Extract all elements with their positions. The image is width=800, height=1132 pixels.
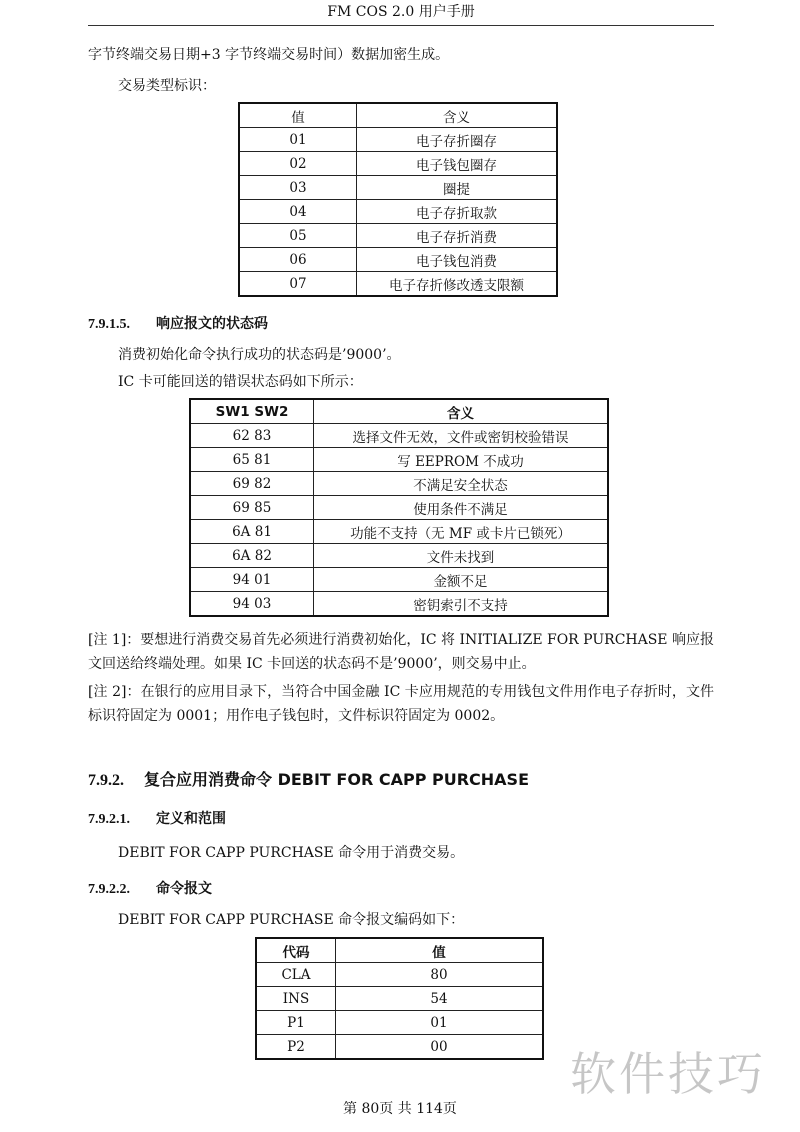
table-row <box>190 592 608 617</box>
cell-code: CLA <box>256 963 336 987</box>
intro-line: 字节终端交易日期+3 字节终端交易时间）数据加密生成。 <box>88 47 450 63</box>
cell-value: 07 <box>239 272 357 297</box>
table-header-row <box>239 103 557 128</box>
section-heading-792 <box>88 767 529 790</box>
cell-sw: 69 85 <box>190 496 314 520</box>
section-title: 命令报文 <box>156 881 212 897</box>
section-title: 复合应用消费命令 DEBIT FOR CAPP PURCHASE <box>144 770 529 789</box>
section-heading-7915 <box>88 313 268 333</box>
cell-value: 06 <box>239 248 357 272</box>
cell-value: 01 <box>239 128 357 152</box>
table-row <box>190 424 608 448</box>
cell-sw: 69 82 <box>190 472 314 496</box>
table-row <box>190 496 608 520</box>
table-row <box>190 520 608 544</box>
status-code-table <box>189 398 609 617</box>
cell-value: 01 <box>336 1011 544 1035</box>
table-row <box>239 176 557 200</box>
page-header <box>88 0 714 26</box>
command-text: DEBIT FOR CAPP PURCHASE 命令报文编码如下： <box>118 912 465 928</box>
col-header-meaning: 含义 <box>314 399 609 424</box>
cell-sw: 62 83 <box>190 424 314 448</box>
cell-sw: 6A 81 <box>190 520 314 544</box>
cell-meaning: 文件未找到 <box>314 544 609 568</box>
table-row <box>190 568 608 592</box>
table-header-row <box>256 938 543 963</box>
cell-value: 00 <box>336 1035 544 1060</box>
cell-code: P2 <box>256 1035 336 1060</box>
cell-sw: 94 03 <box>190 592 314 617</box>
table-row <box>239 248 557 272</box>
table-row <box>239 224 557 248</box>
cell-value: 80 <box>336 963 544 987</box>
table-row <box>190 448 608 472</box>
table-row <box>239 272 557 297</box>
section-number: 7.9.1.5. <box>88 317 130 332</box>
watermark-text: 软件技巧 <box>570 1047 766 1101</box>
section-heading-7922 <box>88 878 212 898</box>
cell-code: INS <box>256 987 336 1011</box>
header-title: FM COS 2.0 用户手册 <box>327 4 475 20</box>
table-row <box>190 472 608 496</box>
note-2: [注 2]：在银行的应用目录下，当符合中国金融 IC 卡应用规范的专用钱包文件用作电子存折时，文件标识符固定为 0001；用作电子钱包时，文件标识符固定为 0002。 <box>88 684 714 724</box>
cell-sw: 94 01 <box>190 568 314 592</box>
cell-meaning: 电子钱包圈存 <box>357 152 558 176</box>
cell-meaning: 金额不足 <box>314 568 609 592</box>
cell-sw: 65 81 <box>190 448 314 472</box>
table-row <box>256 1011 543 1035</box>
col-header-value: 值 <box>336 938 544 963</box>
table-row <box>256 1035 543 1060</box>
definition-text: DEBIT FOR CAPP PURCHASE 命令用于消费交易。 <box>118 845 465 861</box>
cell-code: P1 <box>256 1011 336 1035</box>
section-title: 响应报文的状态码 <box>156 316 268 332</box>
cell-meaning: 电子存折取款 <box>357 200 558 224</box>
page-footer: 第 80页 共 114页 <box>343 1101 457 1117</box>
cell-value: 02 <box>239 152 357 176</box>
section-number: 7.9.2.2. <box>88 882 130 897</box>
cell-meaning: 使用条件不满足 <box>314 496 609 520</box>
col-header-code: 代码 <box>256 938 336 963</box>
tx-type-table <box>238 102 558 297</box>
cell-meaning: 写 EEPROM 不成功 <box>314 448 609 472</box>
section-number: 7.9.2.1. <box>88 812 130 827</box>
success-status-text: 消费初始化命令执行成功的状态码是’9000’。 <box>118 347 401 363</box>
cell-meaning: 密钥索引不支持 <box>314 592 609 617</box>
table-row <box>239 200 557 224</box>
table-row <box>239 128 557 152</box>
cell-meaning: 电子钱包消费 <box>357 248 558 272</box>
tx-type-label: 交易类型标识： <box>118 78 216 94</box>
cell-meaning: 电子存折修改透支限额 <box>357 272 558 297</box>
cell-meaning: 不满足安全状态 <box>314 472 609 496</box>
cell-meaning: 选择文件无效，文件或密钥校验错误 <box>314 424 609 448</box>
note-1: [注 1]：要想进行消费交易首先必须进行消费初始化，IC 将 INITIALIZE FOR PURCHASE 响应报文回送给终端处理。如果 IC 卡回送的状态码不是’9000’，则交易中止。 <box>88 632 714 672</box>
section-title: 定义和范围 <box>156 811 226 827</box>
section-heading-7921 <box>88 808 226 828</box>
cell-sw: 6A 82 <box>190 544 314 568</box>
error-intro-text: IC 卡可能回送的错误状态码如下所示： <box>118 374 363 390</box>
command-table <box>255 937 544 1060</box>
col-header-meaning: 含义 <box>357 103 558 128</box>
col-header-value: 值 <box>239 103 357 128</box>
section-number: 7.9.2. <box>88 772 124 789</box>
cell-value: 03 <box>239 176 357 200</box>
cell-value: 54 <box>336 987 544 1011</box>
table-row <box>190 544 608 568</box>
table-header-row <box>190 399 608 424</box>
cell-meaning: 功能不支持（无 MF 或卡片已锁死） <box>314 520 609 544</box>
cell-meaning: 电子存折圈存 <box>357 128 558 152</box>
table-row <box>256 963 543 987</box>
cell-meaning: 圈提 <box>357 176 558 200</box>
col-header-sw: SW1 SW2 <box>190 399 314 424</box>
cell-value: 05 <box>239 224 357 248</box>
table-row <box>256 987 543 1011</box>
cell-meaning: 电子存折消费 <box>357 224 558 248</box>
cell-value: 04 <box>239 200 357 224</box>
table-row <box>239 152 557 176</box>
